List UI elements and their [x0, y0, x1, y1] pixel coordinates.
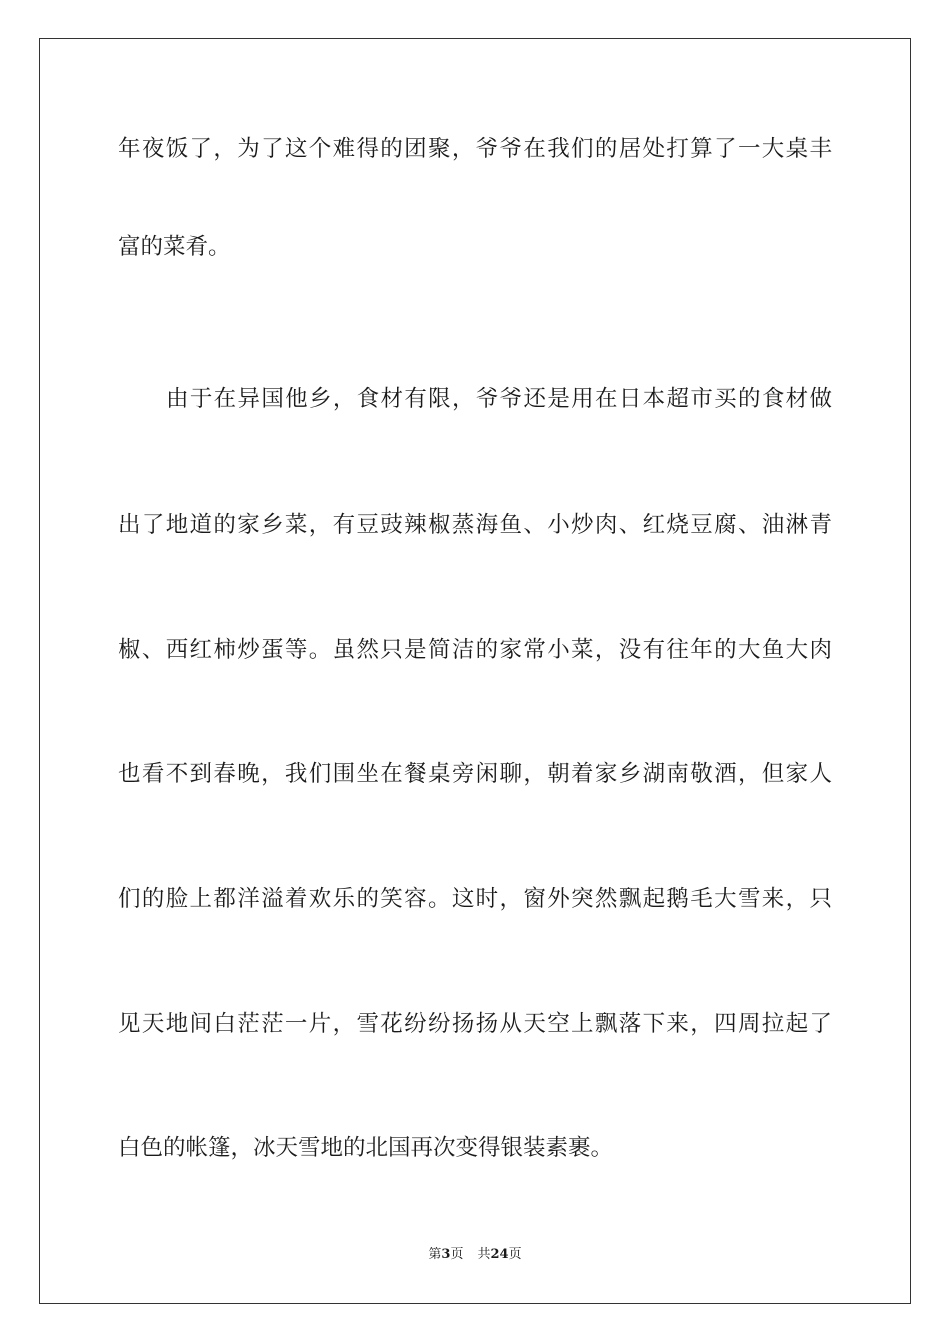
total-pages: 24: [490, 1247, 509, 1262]
page-prefix: 第: [428, 1247, 442, 1262]
paragraph-line: 富的菜肴。: [118, 234, 231, 260]
paragraph-line: 白色的帐篷，冰天雪地的北国再次变得银装素裹。: [118, 1135, 614, 1161]
paragraph-line: 椒、西红柿炒蛋等。虽然只是简洁的家常小菜，没有往年的大鱼大肉: [118, 637, 832, 663]
page-total: [477, 1247, 521, 1262]
paragraph-line: 年夜饭了，为了这个难得的团聚，爷爷在我们的居处打算了一大桌丰: [118, 136, 832, 162]
total-suffix: 页: [508, 1247, 522, 1262]
page-number: [428, 1247, 463, 1262]
paragraph-line: 由于在异国他乡，食材有限，爷爷还是用在日本超市买的食材做: [166, 386, 832, 412]
total-prefix: 共: [477, 1247, 491, 1262]
page-suffix: 页: [450, 1247, 464, 1262]
page-border: [39, 38, 911, 1304]
paragraph-line: 出了地道的家乡菜，有豆豉辣椒蒸海鱼、小炒肉、红烧豆腐、油淋青: [118, 512, 832, 538]
page-footer: [0, 1246, 950, 1264]
paragraph-line: 也看不到春晚，我们围坐在餐桌旁闲聊，朝着家乡湖南敬酒，但家人: [118, 761, 832, 787]
paragraph-line: 们的脸上都洋溢着欢乐的笑容。这时，窗外突然飘起鹅毛大雪来，只: [118, 886, 832, 912]
current-page: 3: [441, 1247, 451, 1262]
paragraph-line: 见天地间白茫茫一片，雪花纷纷扬扬从天空上飘落下来，四周拉起了: [118, 1011, 832, 1037]
